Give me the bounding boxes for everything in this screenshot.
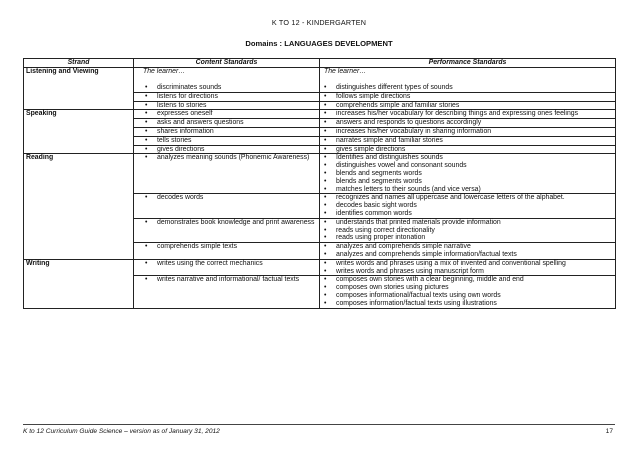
performance-standard-item: • reads using proper intonation: [322, 234, 613, 242]
content-standard-item: • tells stories: [136, 137, 317, 145]
performance-standard-item: • narrates simple and familiar stories: [322, 137, 613, 145]
column-header-performance-standards: Performance Standards: [320, 59, 616, 68]
domain-subtitle: Domains : LANGUAGES DEVELOPMENT: [245, 39, 393, 48]
performance-standard-item: • writes words and phrases using a mix of invented and conventional spelling: [322, 260, 613, 268]
content-standard-cell: [134, 276, 320, 308]
content-intro-text: The learner…: [143, 68, 186, 75]
table-header-row: [24, 59, 616, 68]
performance-standard-list: [322, 128, 613, 136]
content-standard-list: [136, 260, 317, 268]
performance-standard-list: [322, 154, 613, 193]
performance-standard-item: • gives simple directions: [322, 146, 613, 154]
content-standard-item: • expresses oneself: [136, 110, 317, 118]
performance-standard-cell: [320, 127, 616, 136]
performance-standard-item: • writes words and phrases using manuscript form: [322, 268, 613, 276]
strand-cell: Reading: [24, 154, 134, 259]
content-standard-item: • listens to stories: [136, 102, 317, 110]
performance-standard-cell: [320, 110, 616, 119]
content-standard-cell: [134, 218, 320, 242]
performance-standard-item: • composes own stories using pictures: [322, 284, 613, 292]
content-standard-cell: [134, 145, 320, 154]
content-standard-cell: [134, 194, 320, 218]
content-standard-item: • asks and answers questions: [136, 119, 317, 127]
performance-standard-cell: [320, 154, 616, 194]
page-number: 17: [605, 428, 613, 435]
performance-standard-cell: [320, 218, 616, 242]
performance-standard-item: • answers and responds to questions accordingly: [322, 119, 613, 127]
performance-standard-item: • blends and segments words: [322, 178, 613, 186]
performance-standard-list: [322, 137, 613, 145]
performance-standard-item: • understands that printed materials provide information: [322, 219, 613, 227]
performance-standard-item: • analyzes and comprehends simple narrative: [322, 243, 613, 251]
performance-standard-list: [322, 219, 613, 242]
performance-standard-item: • increases his/her vocabulary in sharing information: [322, 128, 613, 136]
performance-standard-cell: [320, 276, 616, 308]
content-standard-item: • comprehends simple texts: [136, 243, 317, 251]
footer-caption: K to 12 Curriculum Guide Science – version as of January 31, 2012: [23, 428, 220, 435]
content-standard-item: • listens for directions: [136, 93, 317, 101]
performance-standard-cell: [320, 145, 616, 154]
content-standard-cell: [134, 101, 320, 110]
content-standard-list: [136, 102, 317, 110]
performance-standard-item: • blends and segments words: [322, 170, 613, 178]
performance-standard-list: [322, 276, 613, 307]
table-row: [24, 154, 616, 194]
curriculum-table: [23, 58, 616, 309]
strand-cell: Writing: [24, 259, 134, 308]
column-header-content-standards: Content Standards: [134, 59, 320, 68]
table-row: [24, 68, 616, 93]
content-standard-item: • decodes words: [136, 194, 317, 202]
document-header: K TO 12 - KINDERGARTEN: [271, 18, 367, 27]
content-standard-item: • shares information: [136, 128, 317, 136]
table-body: [24, 68, 616, 309]
strand-cell: Speaking: [24, 110, 134, 154]
footer-divider: [23, 424, 615, 425]
performance-standard-cell: [320, 136, 616, 145]
content-standard-cell: [134, 92, 320, 101]
performance-standard-item: • distinguishes different types of sounds: [322, 84, 613, 92]
performance-standard-cell: [320, 194, 616, 218]
strand-cell: Listening and Viewing: [24, 68, 134, 110]
content-standard-list: [136, 194, 317, 202]
content-standard-cell: [134, 259, 320, 276]
content-standard-list: [136, 128, 317, 136]
table-row: [24, 110, 616, 119]
performance-standard-item: • composes informational/factual texts using own words: [322, 292, 613, 300]
content-standard-list: [136, 154, 317, 162]
column-header-strand: Strand: [24, 59, 134, 68]
performance-standard-cell: [320, 68, 616, 93]
content-standard-cell: [134, 136, 320, 145]
content-standard-cell: [134, 110, 320, 119]
content-standard-list: [136, 137, 317, 145]
performance-standard-list: [322, 110, 613, 118]
performance-standard-item: • comprehends simple and familiar stories: [322, 102, 613, 110]
content-standard-list: [136, 243, 317, 251]
content-standard-cell: [134, 68, 320, 93]
content-standard-list: [136, 93, 317, 101]
content-standard-item: • discriminates sounds: [136, 84, 317, 92]
content-standard-list: [136, 276, 317, 284]
content-standard-list: [136, 119, 317, 127]
content-standard-list: [136, 110, 317, 118]
performance-standard-item: • increases his/her vocabulary for describing things and expressing ones feelings: [322, 110, 613, 118]
content-standard-list: [136, 84, 317, 92]
content-standard-item: • writes narrative and informational/ factual texts: [136, 276, 317, 284]
performance-standard-cell: [320, 259, 616, 276]
performance-standard-cell: [320, 119, 616, 128]
performance-standard-list: [322, 146, 613, 154]
performance-standard-item: • recognizes and names all uppercase and lowercase letters of the alphabet.: [322, 194, 613, 202]
content-standard-cell: [134, 154, 320, 194]
performance-standard-cell: [320, 243, 616, 260]
performance-standard-list: [322, 102, 613, 110]
content-standard-item: • writes using the correct mechanics: [136, 260, 317, 268]
performance-standard-list: [322, 243, 613, 259]
performance-standard-list: [322, 93, 613, 101]
performance-standard-item: • reads using correct directionality: [322, 227, 613, 235]
performance-standard-item: • identifies common words: [322, 210, 613, 218]
content-standard-list: [136, 146, 317, 154]
performance-standard-item: • follows simple directions: [322, 93, 613, 101]
content-standard-list: [136, 219, 317, 227]
performance-standard-list: [322, 84, 613, 92]
content-standard-item: • demonstrates book knowledge and print awareness: [136, 219, 317, 227]
content-standard-item: • gives directions: [136, 146, 317, 154]
performance-intro-text: The learner…: [324, 68, 367, 75]
performance-standard-cell: [320, 101, 616, 110]
performance-standard-list: [322, 194, 613, 217]
performance-standard-list: [322, 119, 613, 127]
performance-standard-cell: [320, 92, 616, 101]
content-standard-cell: [134, 119, 320, 128]
performance-standard-item: • analyzes and comprehends simple information/factual texts: [322, 251, 613, 259]
content-standard-cell: [134, 243, 320, 260]
performance-standard-list: [322, 260, 613, 276]
performance-standard-item: • distinguishes vowel and consonant sounds: [322, 162, 613, 170]
content-standard-item: • analyzes meaning sounds (Phonemic Awareness): [136, 154, 317, 162]
performance-standard-item: • Identifies and distinguishes sounds: [322, 154, 613, 162]
table-row: [24, 259, 616, 276]
performance-standard-item: • composes own stories with a clear beginning, middle and end: [322, 276, 613, 284]
content-standard-cell: [134, 127, 320, 136]
performance-standard-item: • matches letters to their sounds (and vice versa): [322, 186, 613, 194]
performance-standard-item: • decodes basic sight words: [322, 202, 613, 210]
performance-standard-item: • composes information/factual texts using illustrations: [322, 300, 613, 308]
